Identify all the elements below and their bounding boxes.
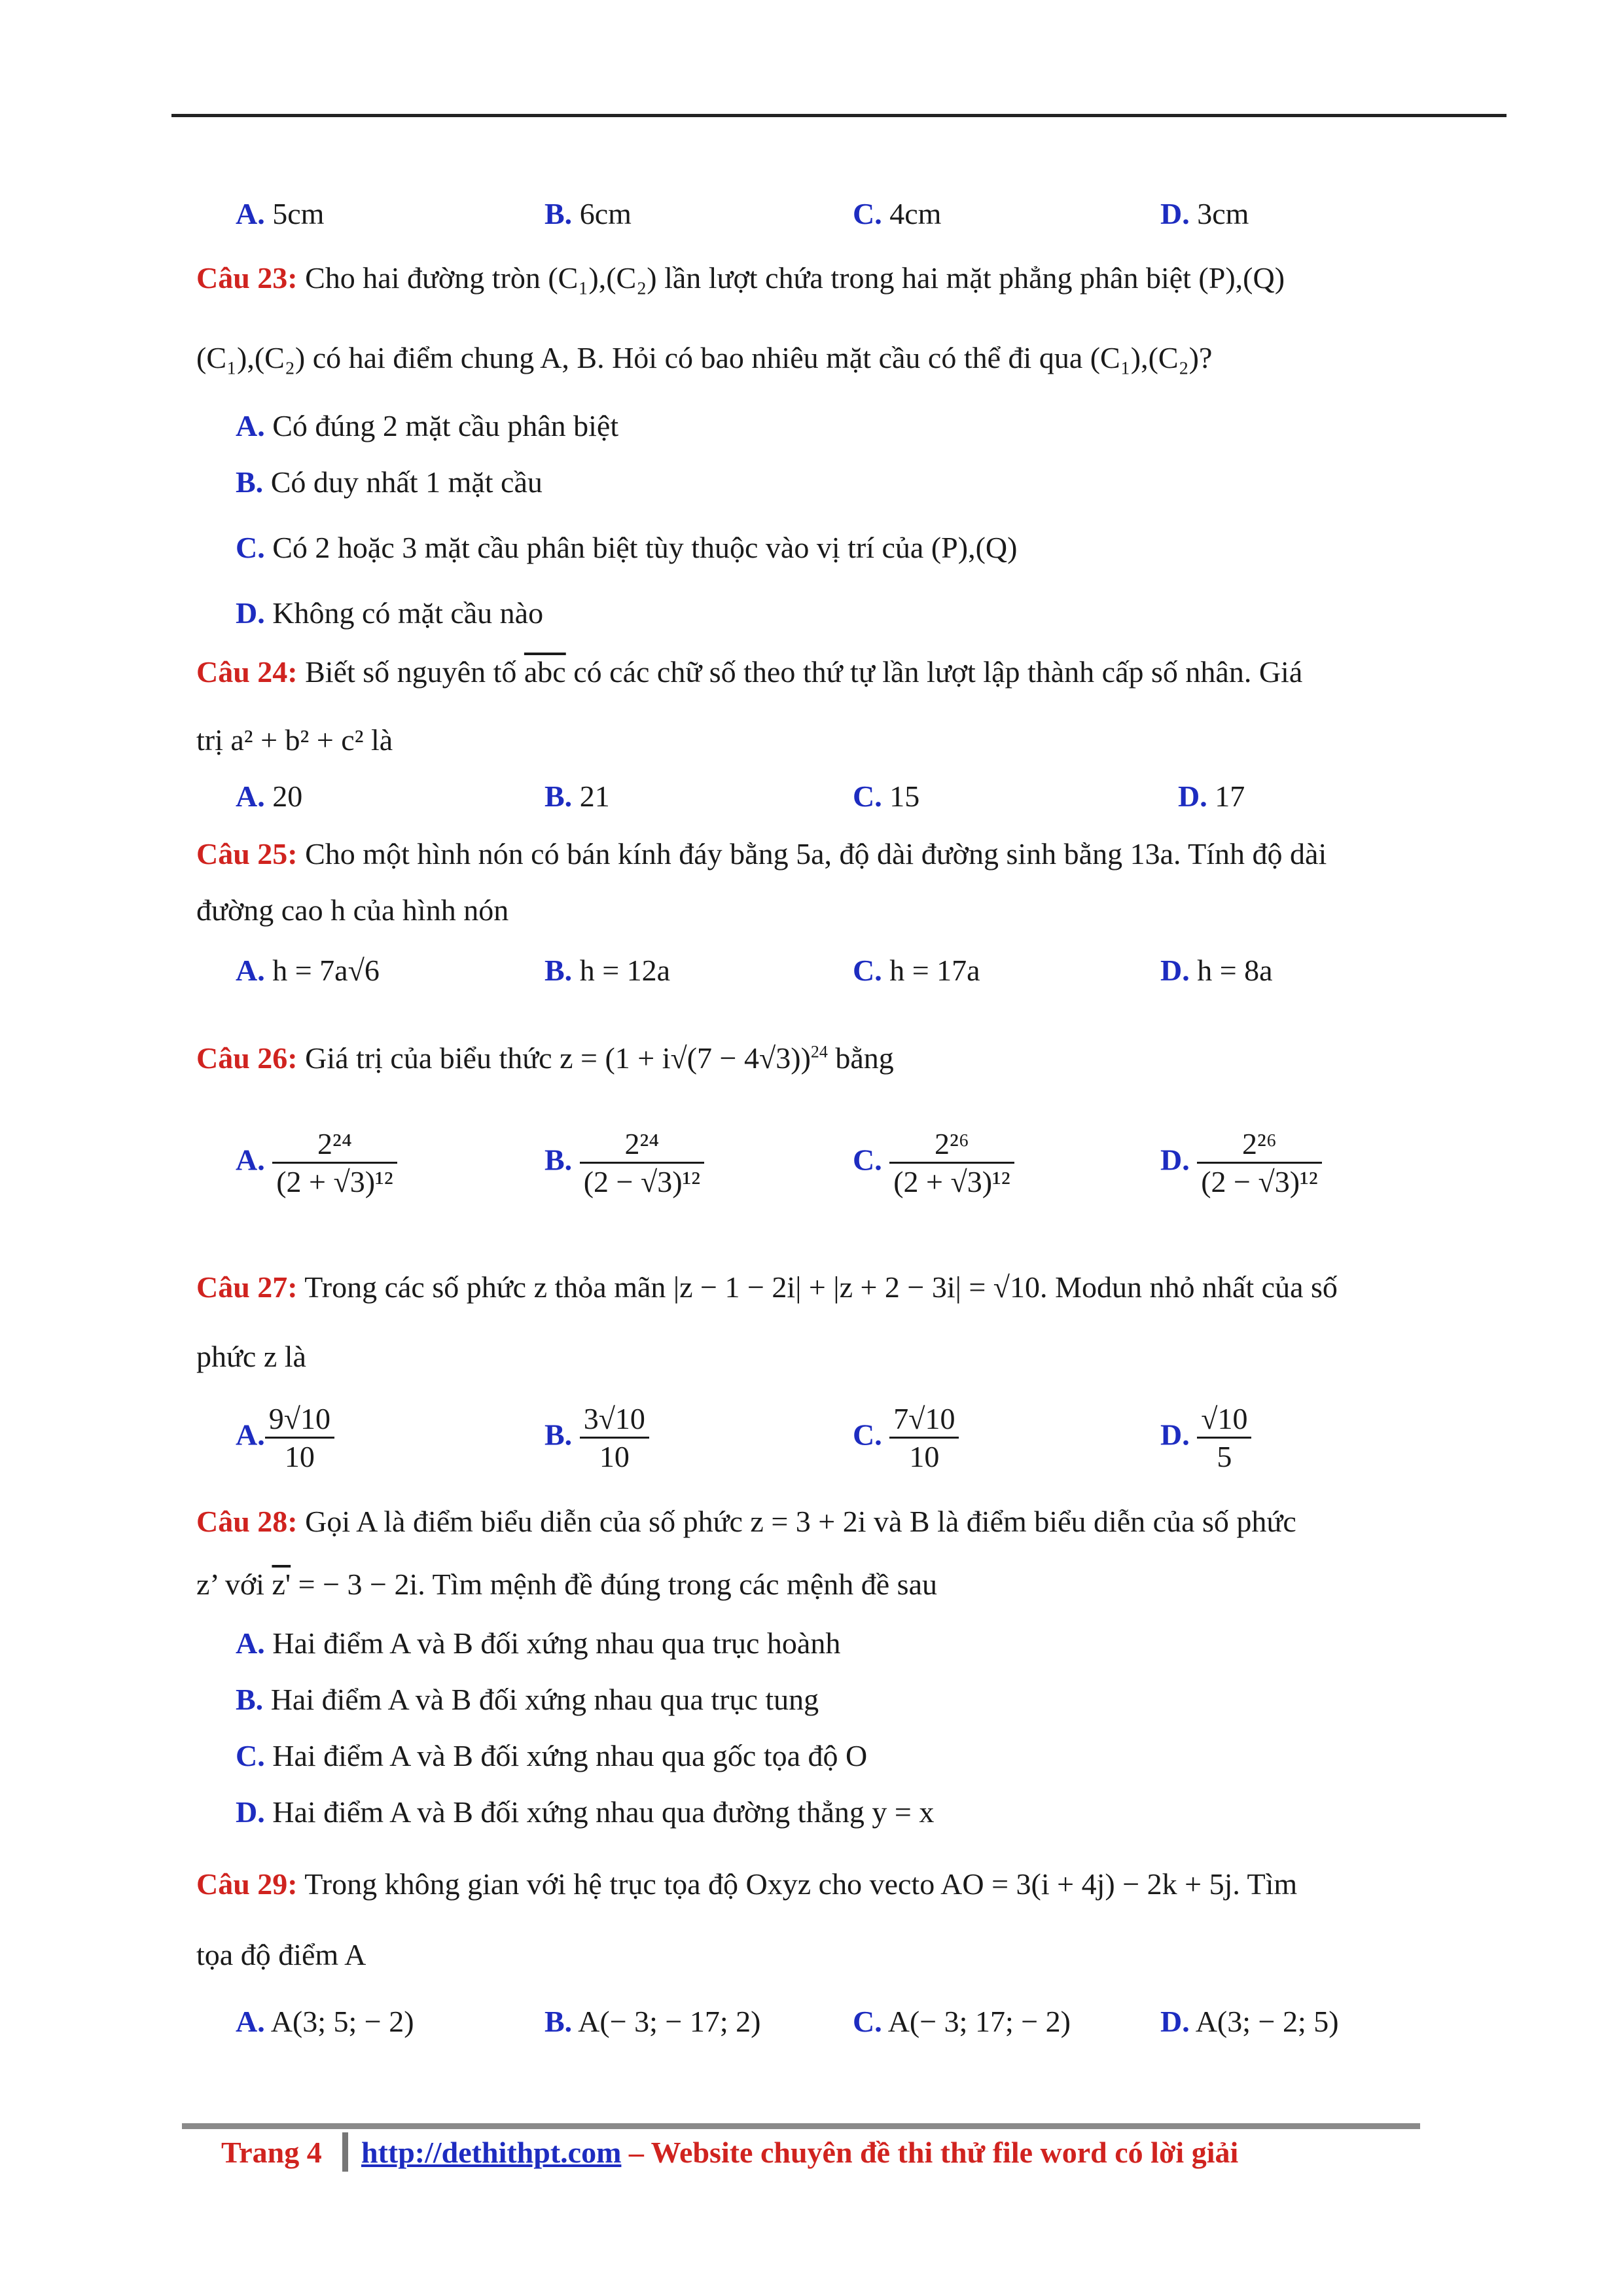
footer-description: – Website chuyên đề thi thử file word có lời giải: [628, 2136, 1239, 2169]
q28-option-c: C. Hai điểm A và B đối xứng nhau qua gốc tọa độ O: [236, 1739, 868, 1772]
q29-option-d: D. A(3; − 2; 5): [1160, 2005, 1339, 2038]
q25-stem-line2: đường cao h của hình nón: [196, 893, 509, 927]
abc-number: $\overline{abc}$: [524, 655, 566, 689]
q29-stem-line2: tọa độ điểm A: [196, 1938, 366, 1971]
footer-page-number: Trang 4: [221, 2136, 322, 2169]
q23-stem-line1: Câu 23: Cho hai đường tròn (C₁),(C₂) lần lượt chứa trong hai mặt phẳng phân biệt (P),(Q): [196, 261, 1285, 295]
q28-stem-line2: z’ với z' = − 3 − 2i. Tìm mệnh đề đúng trong các mệnh đề sau: [196, 1568, 937, 1601]
q26-option-d: D. $\frac{\text{2²⁶}}{\text{(2 − √3)¹²}}$: [1160, 1126, 1322, 1200]
q23-stem-line2: (C₁),(C₂) có hai điểm chung A, B. Hỏi có bao nhiêu mặt cầu có thể đi qua (C₁),(C₂)?: [196, 341, 1213, 374]
footer-divider: [342, 2132, 348, 2172]
q28-option-a: A. Hai điểm A và B đối xứng nhau qua trục hoành: [236, 1626, 841, 1660]
q27-option-b: B. $\frac{3√10}{10}$: [544, 1401, 649, 1475]
q23-option-b: B. Có duy nhất 1 mặt cầu: [236, 465, 543, 499]
q25-option-a: A. h = 7a√6: [236, 954, 380, 987]
q28-stem-line1: Câu 28: Gọi A là điểm biểu diễn của số phức z = 3 + 2i và B là điểm biểu diễn của số phức: [196, 1505, 1296, 1538]
q23-option-c: C. Có 2 hoặc 3 mặt cầu phân biệt tùy thuộc vào vị trí của (P),(Q): [236, 531, 1018, 564]
q29-option-a: A. A(3; 5; − 2): [236, 2005, 414, 2038]
q27-stem-line1: Câu 27: Trong các số phức z thỏa mãn |z − 1 − 2i| + |z + 2 − 3i| = √10. Modun nhỏ nhất của số: [196, 1270, 1338, 1304]
footer-link[interactable]: http://dethithpt.com: [361, 2136, 622, 2169]
q26-option-b: B. $\frac{\text{2²⁴}}{\text{(2 − √3)¹²}}$: [544, 1126, 704, 1200]
q25-stem-line1: Câu 25: Cho một hình nón có bán kính đáy bằng 5a, độ dài đường sinh bằng 13a. Tính độ dài: [196, 837, 1327, 870]
q27-stem-line2: phức z là: [196, 1340, 306, 1373]
q25-option-b: B. h = 12a: [544, 954, 671, 987]
q26-option-a: A. $\frac{\text{2²⁴}}{\text{(2 + √3)¹²}}$: [236, 1126, 397, 1200]
footer-text: [361, 2135, 1238, 2170]
q26-stem: Câu 26: Giá trị của biểu thức $z = (1 + i√(7 - 4√3))^{24}$ bằng: [196, 1041, 894, 1075]
q25-option-c: C. h = 17a: [853, 954, 980, 987]
q22-option-c: C. 4cm: [853, 197, 942, 230]
q24-option-a: A. 20: [236, 780, 303, 813]
q24-option-b: B. 21: [544, 780, 610, 813]
q28-option-b: B. Hai điểm A và B đối xứng nhau qua trục tung: [236, 1683, 819, 1716]
q29-option-b: B. A(− 3; − 17; 2): [544, 2005, 761, 2038]
q29-stem-line1: Câu 29: Trong không gian với hệ trục tọa độ Oxyz cho vecto AO = 3(i + 4j) − 2k + 5j. Tìm: [196, 1867, 1298, 1901]
q24-option-c: C. 15: [853, 780, 920, 813]
q24-stem-line1: Câu 24: Biết số nguyên tố $\overline{abc}$ có các chữ số theo thứ tự lần lượt lập thành cấp số nhân. Giá: [196, 655, 1303, 689]
q28-option-d: D. Hai điểm A và B đối xứng nhau qua đường thẳng y = x: [236, 1795, 935, 1829]
q27-option-a: A. $\frac{9√10}{10}$: [236, 1401, 334, 1475]
q24-option-d: D. 17: [1178, 780, 1245, 813]
header-rule: [171, 114, 1507, 117]
q27-option-c: C. $\frac{7√10}{10}$: [853, 1401, 959, 1475]
q22-option-b: B. 6cm: [544, 197, 632, 230]
q22-option-a: A. 5cm: [236, 197, 325, 230]
footer-rule: [182, 2123, 1420, 2129]
q24-stem-line2: trị a² + b² + c² là: [196, 723, 393, 757]
q26-option-c: C. $\frac{\text{2²⁶}}{\text{(2 + √3)¹²}}$: [853, 1126, 1014, 1200]
q23-option-d: D. Không có mặt cầu nào: [236, 596, 544, 630]
q27-option-d: D. $\frac{√10}{5}$: [1160, 1401, 1251, 1475]
q23-option-a: A. Có đúng 2 mặt cầu phân biệt: [236, 409, 619, 442]
q25-option-d: D. h = 8a: [1160, 954, 1273, 987]
q22-option-d: D. 3cm: [1160, 197, 1249, 230]
q29-option-c: C. A(− 3; 17; − 2): [853, 2005, 1071, 2038]
